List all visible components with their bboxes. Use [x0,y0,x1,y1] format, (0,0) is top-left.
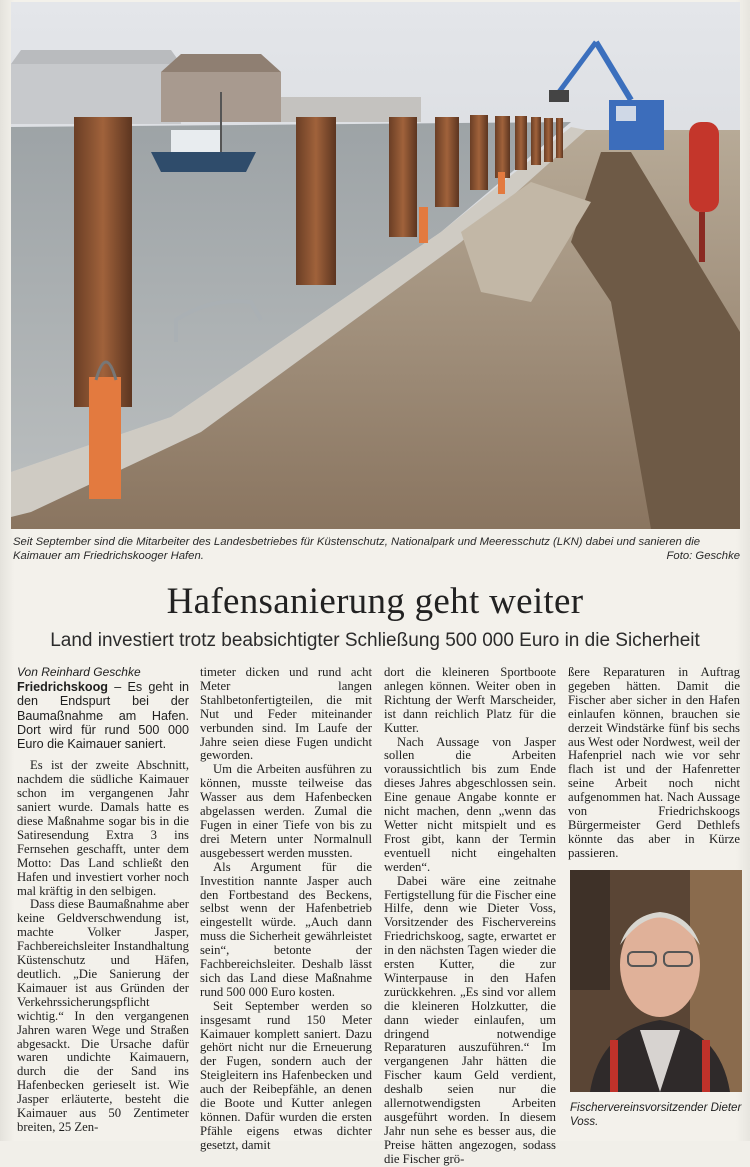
paragraph-7-part-1: Dabei wäre eine zeitnahe Fertigstellung für die Fischer eine Hilfe, denn wie Dieter Voss, Vorsitzender des Fischervereins Friedrichskoog, sagte, erwartet er in den nächsten Tagen wieder die ersten Kutter, die zur Winterpause in den Hafen zurückkehren. „Es sind vor allem die kleineren Holzkutter, die dann wieder einlaufen, um dringend notwendige Reparaturen auszuführen.“ Im vergangenen Jahr hätten die Fischer kaum Geld verdient, deshalb seien nur die allernotwendigsten Arbeiten ausgeführt worden. In diesem Jahr nun sehe es besser aus, die Preise hätten angezogen, sodass die Fischer grö- [384,873,556,1166]
paragraph-4: Als Argument für die Investition nannte Jasper auch den Fortbestand des Beckens, selbst wenn der Hafenbetrieb eingestellt würde. „Auch dann muss die Sicherheit gewährleistet sein“, betonte der Fachbereichsleiter. Deshalb lässt sich das Land diese Maßnahme rund 500 000 Euro kosten. [200,859,372,999]
article-lead [17,680,189,751]
paragraph-3: Um die Arbeiten ausführen zu können, musste teilweise das Wasser aus dem Hafenbecken abgelassen werden. Zumal die Fugen in einer Tiefe von bis zu drei Metern unter Normalnull ausgebessert werden mussten. [200,762,372,860]
harbor-construction-photo [11,2,740,529]
article-column-4 [568,666,740,861]
paragraph-1: Es ist der zweite Abschnitt, nachdem die südliche Kaimauer schon im vergangenen Jahr saniert wurde. Damals hatte es diese Maßnahme sogar bis in die Satiresendung Extra 3 ins Fernsehen geschafft, unter dem Motto: Das Land schließt den Hafen und investiert vorher noch mal kräftig in den selbigen. [17,758,189,898]
article-subheadline: Land investiert trotz beabsichtigter Schließung 500 000 Euro in die Sicherheit [50,630,700,651]
dateline: Friedrichskoog [17,679,108,694]
portrait-photo-icon [570,870,742,1092]
byline: Von Reinhard Geschke [17,665,141,679]
article-column-3 [384,666,556,1167]
harbor-construction-photo-icon [11,2,740,529]
paragraph-7-part-2: ßere Reparaturen in Auftrag gegeben hätten. Damit die Fischer aber sicher in den Hafen einlaufen können, brauchen sie derzeit Windstärke fünf bis sechs aus West oder Nordwest, weil der Hafenpriel nach wie vor sehr flach ist und der Hafenretter seine Arbeit noch nicht aufgenommen hat. Nach Aussage von Friedrichskoogs Bürgermeister Gerd Dethlefs könnte das aber in Kürze passieren. [568,665,740,860]
article-column-1 [17,666,189,1135]
article-column-2 [200,666,372,1153]
photo-caption-text: Seit September sind die Mitarbeiter des Landesbetriebes für Küstenschutz, Nationalpark und Meeresschutz (LKN) dabei und sanieren die Kaimauer am Friedrichskooger Hafen. [13,536,700,562]
article-headline: Hafensanierung geht weiter [166,581,584,622]
portrait-photo [570,870,742,1092]
photo-credit: Foto: Geschke [666,550,740,562]
paragraph-2-part-2: timeter dicken und rund acht Meter langen Stahlbetonfertigteilen, die mit Nut und Feder miteinander verbunden sind. Im Laufe der Jahre seien diese Fugen undicht geworden. [200,665,372,763]
photo-caption [13,535,740,563]
lead-text: – Es geht in den Endspurt bei der Baumaßnahme am Hafen. Dort wird für rund 500 000 Euro die Kaimauer saniert. [17,679,189,752]
paragraph-5-part-1: Seit September werden so insgesamt rund 150 Meter Kaimauer komplett saniert. Dazu gehört nicht nur die Erneuerung der Fugen, sondern auch der Steigleitern ins Hafenbecken und auch der Reibepfähle, an denen die Boote und Kutter anlegen können. Dafür wurden die ersten Pfähle eigens etwas dichter gesetzt, damit [200,998,372,1152]
paragraph-5-part-2: dort die kleineren Sportboote anlegen können. Weiter oben in Richtung der Werft Marscheider, ist dann reichlich Platz für die Kutter. [384,665,556,735]
portrait-caption: Fischervereinsvorsitzender Dieter Voss. [570,1102,742,1128]
paragraph-6: Nach Aussage von Jasper sollen die Arbeiten voraussichtlich bis zum Ende dieses Jahres abgeschlossen sein. Eine genaue Angabe konnte er nicht machen, denn „wenn das Wetter nicht mitspielt und es Frost gibt, kann der Termin eventuell nicht eingehalten werden“. [384,734,556,874]
paragraph-2-part-1: Dass diese Baumaßnahme aber keine Geldverschwendung ist, machte Volker Jasper, Fachbereichsleiter Instandhaltung Küstenschutz und Häfen, deutlich. „Die Sanierung der Kaimauer ist aus Gründen der Verkehrssicherungspflicht wichtig.“ In den vergangenen Jahren waren Wege und Straßen abgesackt. Die Ursache dafür waren undichte Kaimauern, durch die der Sand ins Hafenbecken gerieselt ist. Wie Jasper erläuterte, besteht die Kaimauer aus 50 Zentimeter breiten, 25 Zen- [17,897,189,1134]
